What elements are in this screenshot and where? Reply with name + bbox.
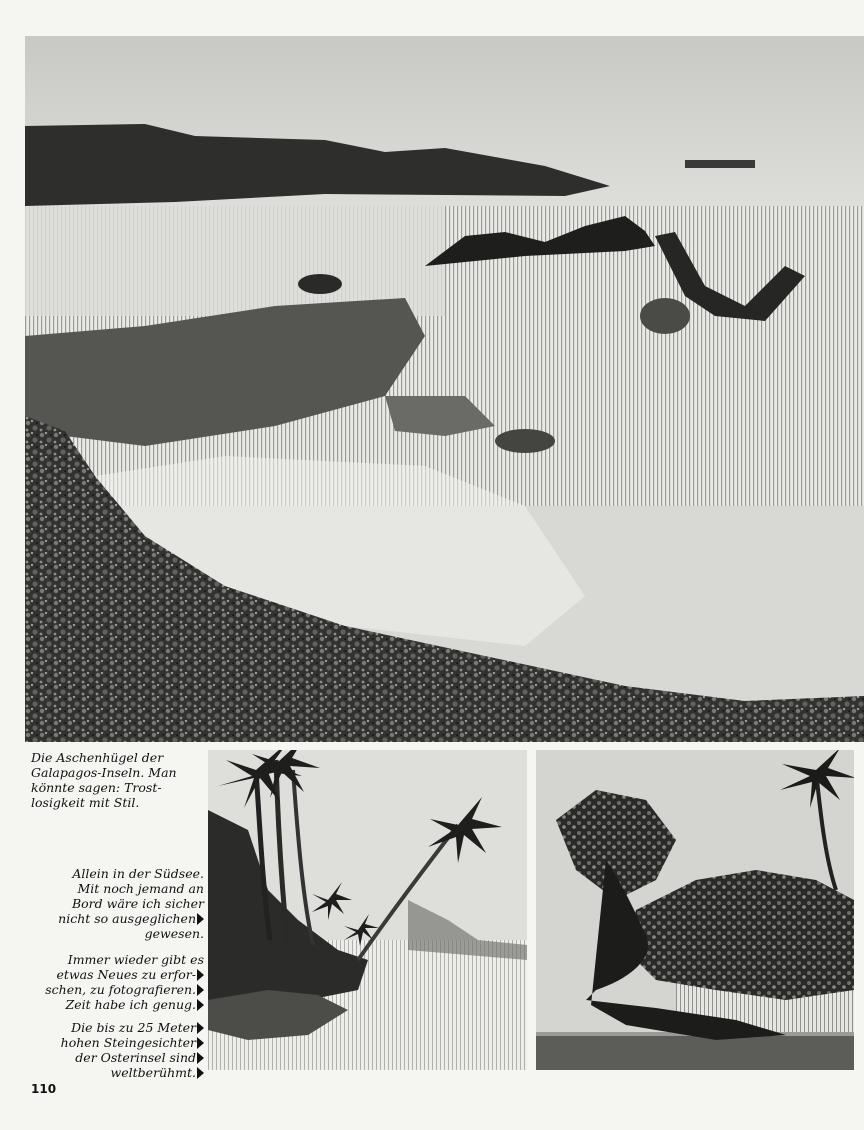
- caption-line: losigkeit mit Stil.: [31, 795, 140, 810]
- tropical-tree-image: [536, 750, 854, 1070]
- page-number: 110: [31, 1082, 57, 1096]
- caption-galapagos: [31, 750, 206, 810]
- caption-text: weltberühmt.: [110, 1065, 196, 1080]
- palm-beach-image: [208, 750, 527, 1070]
- tropical-tree-photo: [536, 750, 854, 1070]
- galapagos-coast-image: [25, 36, 864, 742]
- right-triangle-icon: [197, 1037, 204, 1049]
- right-triangle-icon: [197, 1052, 204, 1064]
- palm-beach-photo: [208, 750, 527, 1070]
- galapagos-coast-photo: [25, 36, 864, 742]
- caption-text: der Osterinsel sind: [75, 1050, 196, 1065]
- caption-line: Mit noch jemand an: [77, 881, 204, 896]
- caption-line: [40, 911, 204, 926]
- caption-osterinsel: [40, 1020, 204, 1080]
- caption-text: hohen Steingesichter: [60, 1035, 196, 1050]
- caption-line: Allein in der Südsee.: [72, 866, 204, 881]
- caption-text: nicht so ausgeglichen: [58, 911, 196, 926]
- caption-line: [40, 1035, 204, 1050]
- caption-line: [40, 1020, 204, 1035]
- right-triangle-icon: [197, 913, 204, 925]
- right-triangle-icon: [197, 1067, 204, 1079]
- caption-line: [40, 1050, 204, 1065]
- right-triangle-icon: [197, 984, 204, 996]
- caption-line: [40, 982, 204, 997]
- caption-text: schen, zu fotografieren.: [45, 982, 196, 997]
- right-triangle-icon: [197, 969, 204, 981]
- caption-text: Zeit habe ich genug.: [65, 997, 196, 1012]
- caption-line: Die Aschenhügel der: [31, 750, 164, 765]
- caption-suedsee: [40, 866, 204, 941]
- caption-line: gewesen.: [144, 926, 204, 941]
- caption-line: [40, 1065, 204, 1080]
- caption-line: Bord wäre ich sicher: [71, 896, 204, 911]
- caption-line: Immer wieder gibt es: [67, 952, 204, 967]
- right-triangle-icon: [197, 999, 204, 1011]
- caption-text: Die bis zu 25 Meter: [71, 1020, 196, 1035]
- caption-line: könnte sagen: Trost-: [31, 780, 162, 795]
- caption-fotografieren: [40, 952, 204, 1012]
- caption-line: Galapagos-Inseln. Man: [31, 765, 177, 780]
- caption-text: etwas Neues zu erfor-: [56, 967, 196, 982]
- caption-line: [40, 967, 204, 982]
- caption-line: [40, 997, 204, 1012]
- right-triangle-icon: [197, 1022, 204, 1034]
